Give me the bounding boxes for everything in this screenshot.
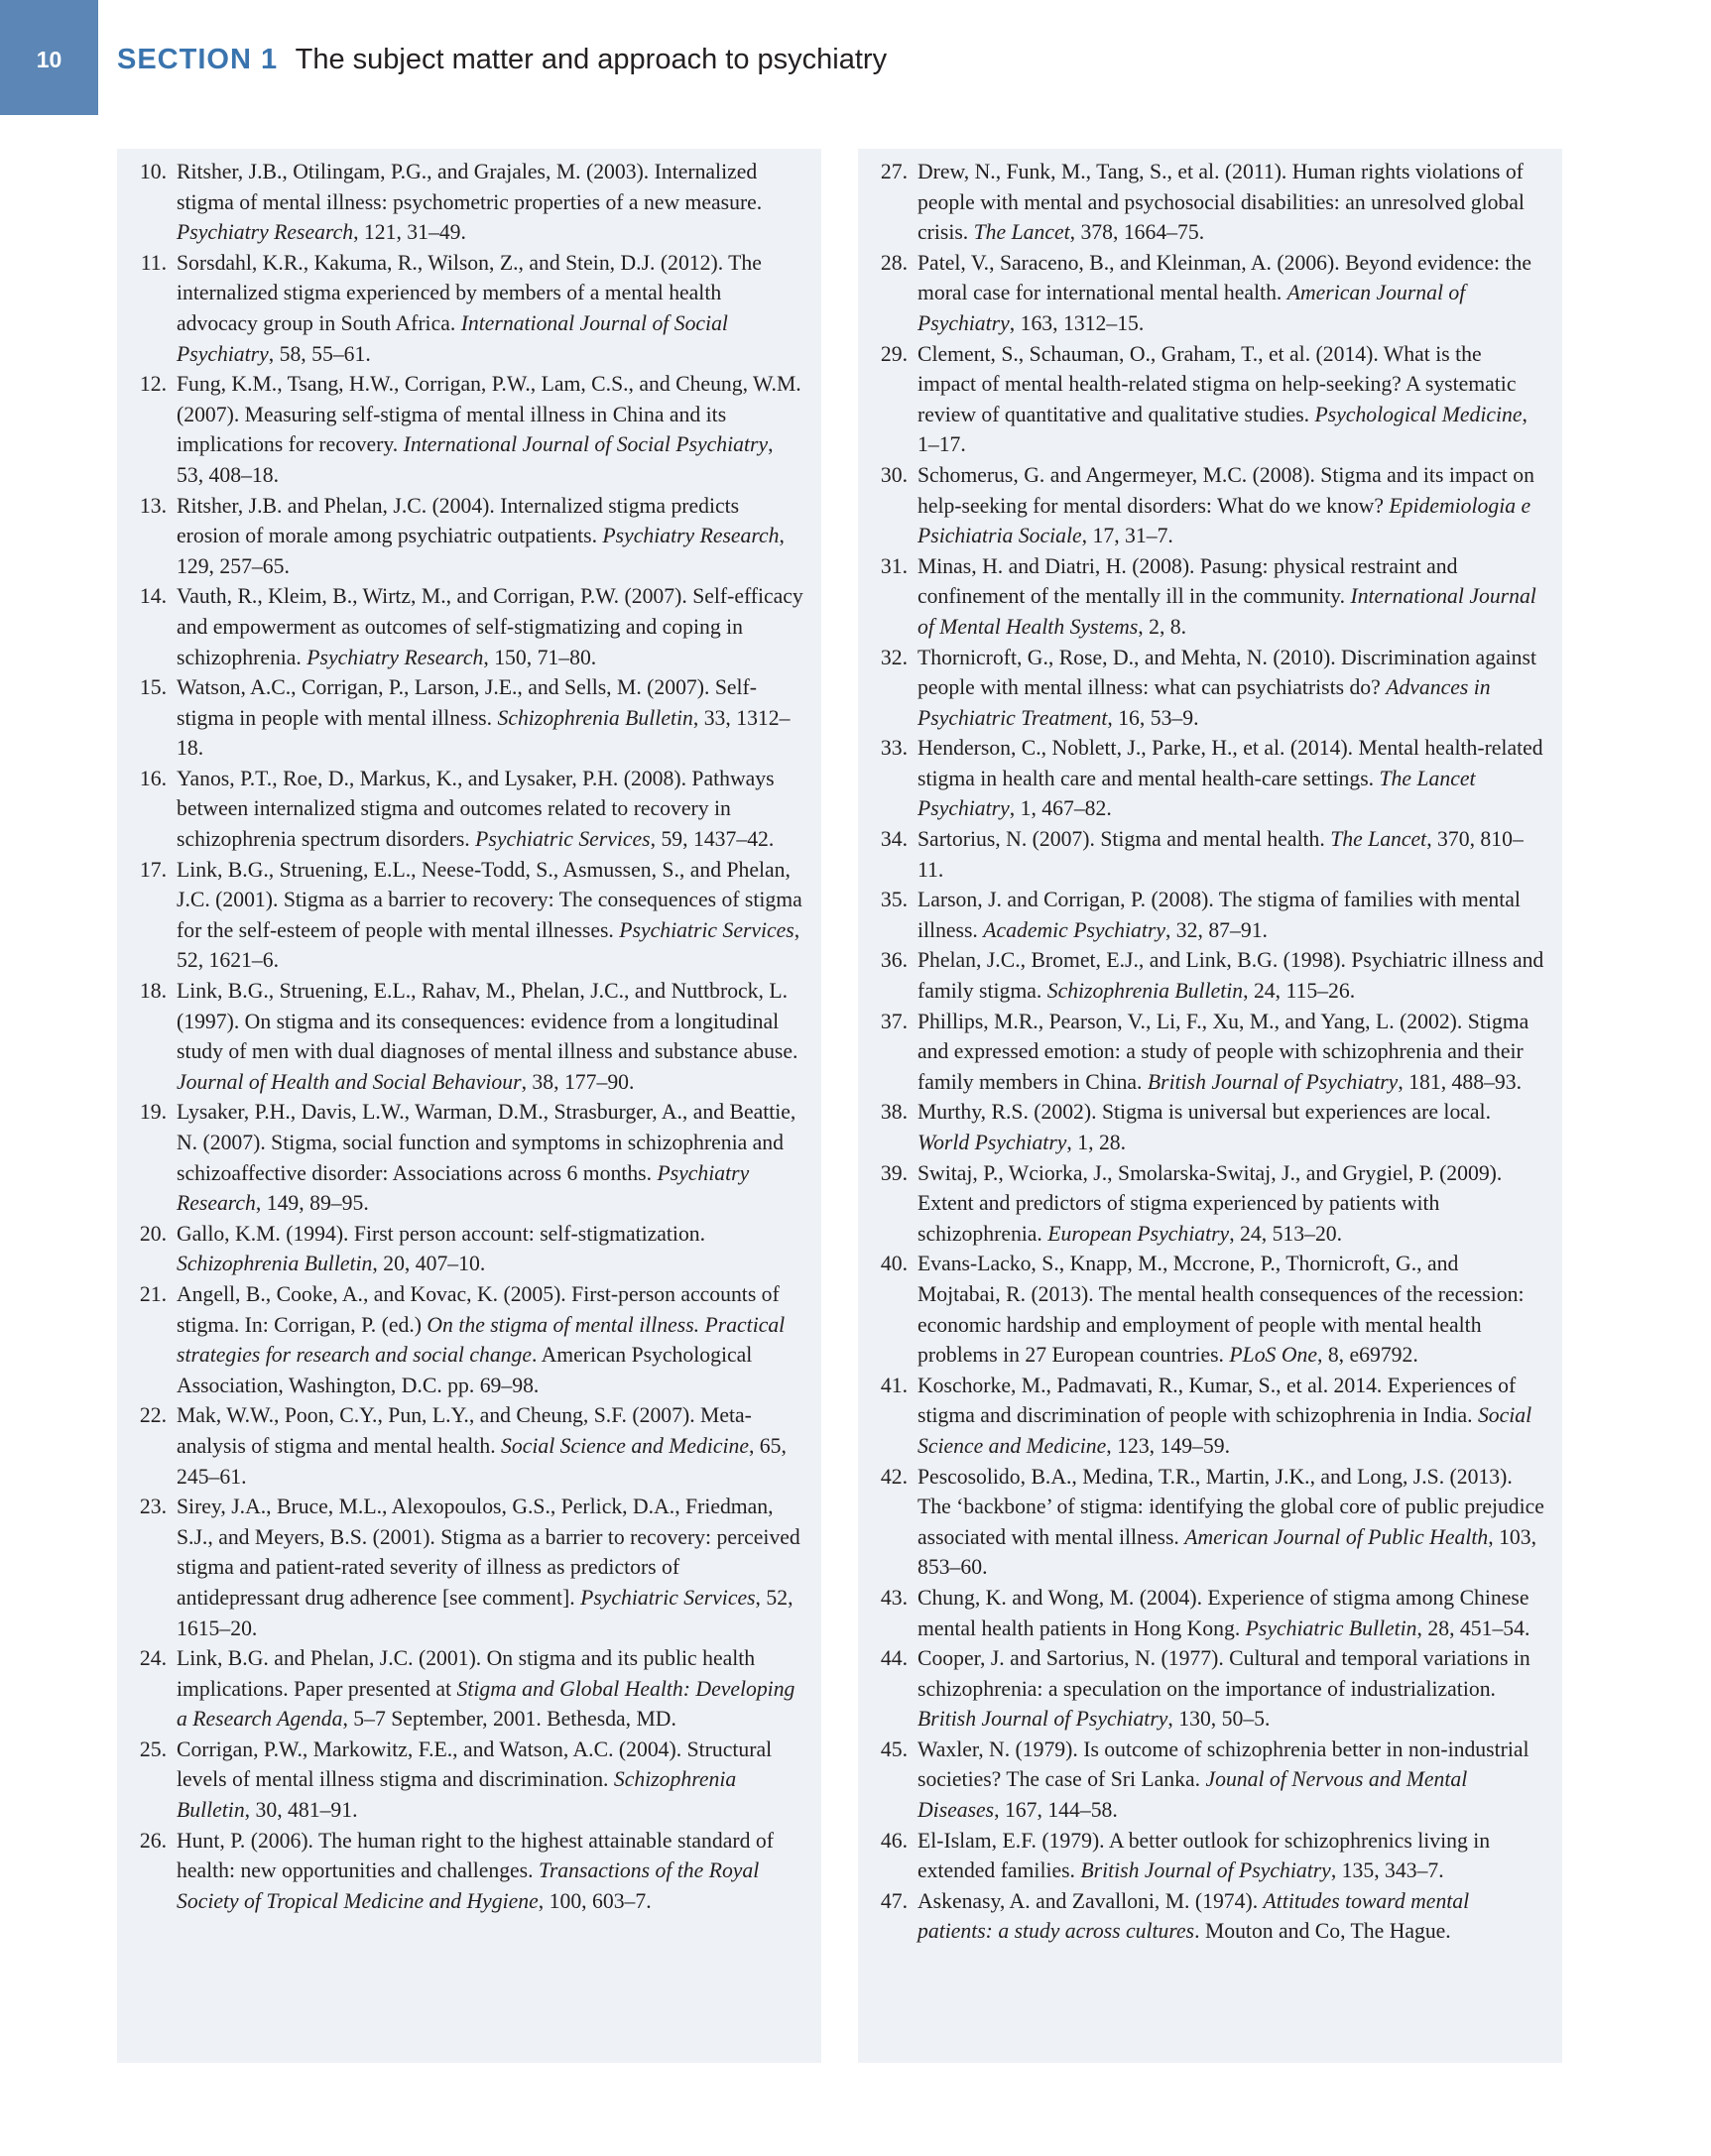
reference-volume-pages: , 52, 1621–6. [177, 917, 800, 973]
reference-citation: Minas, H. and Diatri, H. (2008). Pasung: physical restraint and confinement of the mentally ill in the community. [917, 553, 1458, 609]
reference-number: 44. [880, 1646, 908, 1671]
reference-number: 32. [880, 645, 908, 669]
reference-number: 23. [139, 1495, 167, 1519]
reference-number: 45. [880, 1737, 908, 1761]
reference-citation: Waxler, N. (1979). Is outcome of schizophrenia better in non-industrial societies? The case of Sri Lanka. [917, 1737, 1529, 1792]
reference-number: 27. [880, 160, 908, 183]
reference-item [858, 824, 1544, 885]
reference-citation: Sirey, J.A., Bruce, M.L., Alexopoulos, G.S., Perlick, D.A., Friedman, S.J., and Meyers, B.S. (2001). Stigma as a barrier to recovery: perceived stigma and patient-rated severity of illness as predictors of antidepressant drug adherence [see comment]. [177, 1495, 800, 1610]
reference-source-title: Schizophrenia Bulletin [1046, 979, 1244, 1004]
page-number-tab [0, 0, 98, 115]
reference-source-title: Advances in Psychiatric Treatment [917, 675, 1491, 730]
reference-volume-pages: , 8, e69792. [1316, 1343, 1418, 1368]
reference-number: 47. [880, 1888, 908, 1913]
reference-item [858, 1886, 1544, 1947]
reference-text [177, 979, 797, 1094]
reference-citation: Thornicroft, G., Rose, D., and Mehta, N. (2010). Discrimination against people with mental illness: what can psychiatrists do? [917, 645, 1536, 700]
reference-number: 25. [139, 1737, 167, 1761]
reference-text [177, 160, 762, 244]
reference-volume-pages: , 38, 177–90. [521, 1069, 635, 1094]
reference-citation: Sorsdahl, K.R., Kakuma, R., Wilson, Z., and Stein, D.J. (2012). The internalized stigma experienced by members of a mental health advocacy group in South Africa. [177, 250, 762, 335]
reference-number: 35. [880, 888, 908, 912]
reference-volume-pages: , 129, 257–65. [177, 524, 785, 578]
reference-item [858, 1097, 1544, 1157]
reference-text [177, 584, 803, 668]
reference-source-title: Psychiatric Services [475, 827, 651, 852]
reference-citation: Phillips, M.R., Pearson, V., Li, F., Xu, M., and Yang, L. (2002). Stigma and expressed emotion: a study of people with schizophrenia and their family members in China. [917, 1009, 1529, 1094]
reference-citation: Hunt, P. (2006). The human right to the highest attainable standard of health: new opportunities and challenges. [177, 1828, 774, 1883]
reference-citation: Yanos, P.T., Roe, D., Markus, K., and Lysaker, P.H. (2008). Pathways between internalized stigma and outcomes related to recovery in schizophrenia spectrum disorders. [177, 766, 775, 852]
reference-item [858, 945, 1544, 1006]
reference-source-title: The Lancet Psychiatry [917, 766, 1476, 821]
reference-item [858, 643, 1544, 734]
reference-source-title: Psychiatry Research [306, 645, 484, 669]
reference-volume-pages: , 130, 50–5. [1167, 1707, 1271, 1732]
reference-citation: Ritsher, J.B. and Phelan, J.C. (2004). Internalized stigma predicts erosion of morale among psychiatric outpatients. [177, 493, 740, 548]
reference-source-title: Psychiatric Services [580, 1585, 756, 1610]
reference-text [177, 858, 802, 973]
reference-number: 30. [880, 462, 908, 487]
reference-text [177, 1646, 794, 1731]
reference-source-title: On the stigma of mental illness. Practical strategies for research and social change [177, 1312, 786, 1368]
reference-item [858, 157, 1544, 248]
reference-citation: Drew, N., Funk, M., Tang, S., et al. (2011). Human rights violations of people with mental and psychosocial disabilities: an unresolved global crisis. [917, 160, 1525, 245]
reference-item [858, 733, 1544, 824]
reference-number: 10. [139, 160, 167, 183]
reference-text [917, 1889, 1469, 1944]
reference-citation: Koschorke, M., Padmavati, R., Kumar, S., et al. 2014. Experiences of stigma and discrimination of people with schizophrenia in India. [917, 1373, 1517, 1428]
reference-source-title: Jounal of Nervous and Mental Diseases [917, 1767, 1468, 1823]
reference-source-title: The Lancet [973, 220, 1070, 245]
reference-number: 38. [880, 1100, 908, 1125]
reference-citation: Link, B.G., Struening, E.L., Rahav, M., Phelan, J.C., and Nuttbrock, L. (1997). On stigma and its consequences: evidence from a longitudinal study of men with dual diagnoses of mental illness and substance abuse. [177, 979, 798, 1064]
reference-text [917, 1465, 1544, 1580]
reference-source-title: British Journal of Psychiatry [1147, 1069, 1399, 1094]
reference-volume-pages: , 1, 467–82. [1009, 796, 1112, 821]
reference-volume-pages: , 20, 407–10. [372, 1252, 486, 1276]
reference-number: 13. [139, 493, 167, 518]
reference-item [117, 1492, 803, 1643]
reference-item [858, 885, 1544, 945]
reference-source-title: Psychiatric Services [619, 917, 794, 942]
reference-item [858, 551, 1544, 643]
reference-number: 46. [880, 1828, 908, 1853]
reference-item [858, 248, 1544, 339]
reference-citation: Pescosolido, B.A., Medina, T.R., Martin, J.K., and Long, J.S. (2013). The ‘backbone’ of stigma: identifying the global core of public prejudice associated with mental illness. [917, 1464, 1544, 1549]
reference-citation: Lysaker, P.H., Davis, L.W., Warman, D.M., Strasburger, A., and Beattie, N. (2007). Stigma, social function and symptoms in schizophrenia and schizoaffective disorder: Associations across 6 months. [177, 1100, 796, 1185]
reference-volume-pages: , 123, 149–59. [1106, 1433, 1230, 1458]
reference-source-title: Schizophrenia Bulletin [497, 705, 693, 730]
reference-number: 41. [880, 1373, 908, 1397]
reference-column-left [117, 149, 821, 2063]
reference-volume-pages: , 150, 71–80. [483, 645, 597, 669]
reference-volume-pages: , 59, 1437–42. [650, 827, 775, 852]
reference-citation: Patel, V., Saraceno, B., and Kleinman, A. (2006). Beyond evidence: the moral case for international mental health. [917, 250, 1531, 305]
reference-text [917, 463, 1534, 547]
reference-item [858, 1643, 1544, 1735]
reference-citation: Schomerus, G. and Angermeyer, M.C. (2008). Stigma and its impact on help-seeking for mental disorders: What do we know? [917, 462, 1534, 518]
reference-citation: Fung, K.M., Tsang, H.W., Corrigan, P.W., Lam, C.S., and Cheung, W.M. (2007). Measuring self-stigma of mental illness in China and its implications for recovery. [177, 372, 801, 457]
reference-text [177, 675, 790, 760]
reference-source-title: American Journal of Psychiatry [917, 281, 1466, 335]
reference-volume-pages: , 32, 87–91. [1164, 917, 1268, 942]
reference-item [117, 1279, 803, 1400]
reference-volume-pages: , 378, 1664–75. [1069, 220, 1205, 245]
reference-source-title: Attitudes toward mental patients: a study across cultures [917, 1888, 1470, 1944]
reference-source-title: Schizophrenia Bulletin [177, 1252, 373, 1276]
reference-source-title: European Psychiatry [1047, 1221, 1230, 1246]
reference-text [917, 827, 1524, 882]
reference-citation: Angell, B., Cooke, A., and Kovac, K. (2005). First-person accounts of stigma. In: Corrigan, P. (ed.) [177, 1281, 780, 1337]
reference-citation: El-Islam, E.F. (1979). A better outlook for schizophrenics living in extended families. [917, 1828, 1491, 1883]
reference-volume-pages: , 2, 8. [1138, 614, 1187, 639]
reference-citation: Clement, S., Schauman, O., Graham, T., et al. (2014). What is the impact of mental health-related stigma on help-seeking? A systematic review of quantitative and qualitative studies. [917, 341, 1517, 426]
reference-item [117, 976, 803, 1097]
reference-number: 39. [880, 1160, 908, 1185]
reference-item [117, 248, 803, 369]
reference-volume-pages: , 121, 31–49. [353, 220, 466, 245]
reference-volume-pages: , 65, 245–61. [177, 1433, 787, 1489]
reference-item [858, 1583, 1544, 1643]
reference-number: 18. [139, 979, 167, 1004]
reference-citation: Chung, K. and Wong, M. (2004). Experience of stigma among Chinese mental health patients in Hong Kong. [917, 1585, 1529, 1640]
reference-source-title: Epidemiologia e Psichiatria Sociale [917, 493, 1531, 548]
reference-number: 17. [139, 857, 167, 882]
reference-number: 33. [880, 736, 908, 761]
reference-volume-pages: , 163, 1312–15. [1009, 310, 1145, 335]
reference-number: 16. [139, 766, 167, 790]
reference-text [177, 251, 762, 366]
reference-citation: Henderson, C., Noblett, J., Parke, H., et al. (2014). Mental health-related stigma in health care and mental health-care settings. [917, 736, 1543, 790]
reference-number: 40. [880, 1252, 908, 1276]
reference-text [177, 767, 775, 851]
reference-source-title: Psychiatry Research [602, 524, 780, 548]
reference-number: 36. [880, 948, 908, 973]
reference-item [117, 1400, 803, 1492]
reference-volume-pages: , 135, 343–7. [1330, 1858, 1444, 1883]
reference-number: 28. [880, 250, 908, 275]
section-title: The subject matter and approach to psychiatry [295, 44, 888, 75]
reference-text [917, 1100, 1491, 1154]
reference-volume-pages: , 100, 603–7. [538, 1888, 652, 1913]
reference-citation: Link, B.G. and Phelan, J.C. (2001). On stigma and its public health implications. Paper presented at [177, 1646, 756, 1701]
reference-source-title: Psychological Medicine [1314, 402, 1523, 426]
reference-item [858, 1158, 1544, 1250]
reference-text [177, 372, 801, 487]
reference-volume-pages: , 28, 451–54. [1416, 1616, 1530, 1640]
reference-source-title: International Journal of Mental Health Systems [917, 584, 1536, 639]
reference-citation: Evans-Lacko, S., Knapp, M., Mccrone, P., Thornicroft, G., and Mojtabai, R. (2013). The mental health consequences of the recession: economic hardship and employment of people with mental health problems in 27 European countries. [917, 1252, 1525, 1368]
reference-volume-pages: , 103, 853–60. [917, 1524, 1537, 1580]
reference-source-title: International Journal of Social Psychiatry [177, 310, 728, 366]
reference-source-title: British Journal of Psychiatry [917, 1707, 1168, 1732]
reference-source-title: American Journal of Public Health [1184, 1524, 1489, 1549]
reference-item [117, 157, 803, 248]
reference-source-title: Schizophrenia Bulletin [177, 1767, 737, 1823]
reference-citation: Ritsher, J.B., Otilingam, P.G., and Grajales, M. (2003). Internalized stigma of mental illness: psychometric properties of a new measure. [177, 160, 763, 214]
reference-citation: Cooper, J. and Sartorius, N. (1977). Cultural and temporal variations in schizophrenia: a speculation on the importance of industrialization. [917, 1646, 1530, 1701]
reference-volume-pages: , 17, 31–7. [1081, 524, 1173, 548]
running-head [117, 40, 887, 79]
reference-citation: Switaj, P., Wciorka, J., Smolarska-Switaj, J., and Grygiel, P. (2009). Extent and predictors of stigma experienced by patients with schizophrenia. [917, 1160, 1503, 1246]
reference-text [917, 736, 1543, 820]
reference-text [917, 160, 1525, 244]
reference-text [917, 1161, 1502, 1246]
reference-text [917, 888, 1521, 942]
reference-volume-pages: , 33, 1312–18. [177, 705, 791, 761]
reference-source-title: World Psychiatry [917, 1131, 1067, 1154]
reference-text [917, 948, 1543, 1003]
reference-number: 31. [880, 553, 908, 578]
reference-citation: Corrigan, P.W., Markowitz, F.E., and Watson, A.C. (2004). Structural levels of mental illness stigma and discrimination. [177, 1737, 773, 1792]
reference-source-title: Social Science and Medicine [917, 1403, 1532, 1458]
reference-text [177, 1282, 785, 1397]
reference-item [117, 491, 803, 582]
reference-citation: Watson, A.C., Corrigan, P., Larson, J.E., and Sells, M. (2007). Self-stigma in people with mental illness. [177, 675, 757, 730]
reference-item [117, 764, 803, 855]
reference-number: 34. [880, 827, 908, 852]
reference-number: 22. [139, 1403, 167, 1428]
reference-volume-pages: . Mouton and Co, The Hague. [1194, 1919, 1451, 1944]
reference-item [117, 1826, 803, 1917]
reference-citation: Link, B.G., Struening, E.L., Neese-Todd, S., Asmussen, S., and Phelan, J.C. (2001). Stigma as a barrier to recovery: The consequences of stigma for the self-esteem of people with mental illnesses. [177, 857, 802, 942]
reference-text [917, 1010, 1528, 1094]
reference-item [858, 1007, 1544, 1098]
reference-text [177, 494, 785, 578]
reference-text [917, 342, 1528, 457]
reference-text [917, 646, 1536, 730]
reference-number: 42. [880, 1464, 908, 1489]
reference-source-title: PLoS One [1229, 1343, 1317, 1368]
reference-item [117, 369, 803, 490]
reference-source-title: The Lancet [1330, 827, 1427, 852]
reference-source-title: International Journal of Social Psychiatry [403, 432, 769, 457]
reference-text [177, 1222, 705, 1276]
reference-item [858, 1249, 1544, 1370]
reference-volume-pages: , 1, 28. [1066, 1131, 1127, 1154]
reference-source-title: British Journal of Psychiatry [1080, 1858, 1331, 1883]
reference-source-title: Social Science and Medicine [501, 1433, 749, 1458]
reference-number: 14. [139, 584, 167, 609]
reference-number: 26. [139, 1828, 167, 1853]
reference-volume-pages: , 370, 810–11. [917, 827, 1524, 882]
reference-text [177, 1829, 774, 1913]
reference-volume-pages: , 16, 53–9. [1107, 705, 1199, 730]
reference-text [917, 1737, 1529, 1822]
reference-citation: Larson, J. and Corrigan, P. (2008). The stigma of families with mental illness. [917, 888, 1521, 942]
reference-source-title: Stigma and Global Health: Developing a Research Agenda [177, 1676, 795, 1732]
reference-source-title: Academic Psychiatry [983, 917, 1165, 942]
reference-text [917, 554, 1536, 639]
reference-text [917, 1252, 1525, 1367]
reference-number: 37. [880, 1009, 908, 1033]
reference-text [177, 1100, 795, 1215]
reference-text [177, 1403, 787, 1488]
reference-number: 24. [139, 1646, 167, 1671]
reference-text [917, 1586, 1529, 1640]
reference-list-right [858, 149, 1562, 1947]
reference-text [917, 1646, 1530, 1731]
reference-number: 21. [139, 1281, 167, 1306]
reference-citation: Phelan, J.C., Bromet, E.J., and Link, B.G. (1998). Psychiatric illness and family stigma. [917, 948, 1544, 1004]
reference-number: 11. [140, 250, 167, 275]
reference-item [117, 581, 803, 672]
reference-list-left [117, 149, 821, 1916]
reference-volume-pages: . American Psychological Association, Washington, D.C. pp. 69–98. [177, 1343, 753, 1397]
page-number: 10 [36, 47, 62, 72]
reference-volume-pages: , 181, 488–93. [1398, 1069, 1523, 1094]
reference-citation: Sartorius, N. (2007). Stigma and mental health. [917, 827, 1331, 852]
reference-text [917, 251, 1531, 335]
reference-volume-pages: , 24, 115–26. [1243, 979, 1356, 1004]
reference-volume-pages: , 5–7 September, 2001. Bethesda, MD. [342, 1707, 676, 1732]
reference-citation: Askenasy, A. and Zavalloni, M. (1974). [917, 1888, 1264, 1913]
reference-item [858, 1462, 1544, 1583]
reference-item [117, 1643, 803, 1735]
reference-text [177, 1737, 772, 1822]
reference-item [858, 460, 1544, 551]
reference-text [177, 1495, 800, 1639]
reference-item [117, 1219, 803, 1279]
reference-citation: Vauth, R., Kleim, B., Wirtz, M., and Corrigan, P.W. (2007). Self-efficacy and empowerment as outcomes of self-stigmatizing and coping in schizophrenia. [177, 584, 803, 669]
reference-volume-pages: , 52, 1615–20. [177, 1585, 794, 1640]
reference-item [117, 672, 803, 764]
reference-number: 12. [139, 372, 167, 397]
reference-item [117, 855, 803, 976]
reference-item [858, 1735, 1544, 1826]
reference-source-title: Psychiatry Research [177, 1160, 750, 1216]
reference-number: 15. [139, 675, 167, 700]
reference-volume-pages: , 167, 144–58. [994, 1798, 1118, 1823]
reference-text [917, 1829, 1490, 1883]
reference-volume-pages: , 1–17. [917, 402, 1528, 457]
reference-number: 19. [139, 1100, 167, 1125]
section-label: SECTION 1 [117, 44, 279, 75]
reference-source-title: Psychiatric Bulletin [1245, 1616, 1417, 1640]
reference-item [858, 1371, 1544, 1462]
reference-citation: Gallo, K.M. (1994). First person account: self-stigmatization. [177, 1221, 706, 1246]
reference-column-right [858, 149, 1562, 2063]
reference-citation: Mak, W.W., Poon, C.Y., Pun, L.Y., and Cheung, S.F. (2007). Meta-analysis of stigma and mental health. [177, 1403, 752, 1458]
reference-volume-pages: , 30, 481–91. [244, 1798, 358, 1823]
reference-volume-pages: , 149, 89–95. [255, 1191, 369, 1216]
reference-source-title: Transactions of the Royal Society of Tropical Medicine and Hygiene [177, 1858, 760, 1913]
reference-citation: Murthy, R.S. (2002). Stigma is universal but experiences are local. [917, 1100, 1492, 1125]
reference-volume-pages: , 53, 408–18. [177, 432, 774, 487]
reference-number: 20. [139, 1221, 167, 1246]
reference-number: 43. [880, 1585, 908, 1610]
reference-number: 29. [880, 341, 908, 366]
reference-text [917, 1374, 1531, 1458]
reference-item [117, 1735, 803, 1826]
reference-source-title: Journal of Health and Social Behaviour [177, 1069, 522, 1094]
reference-volume-pages: , 58, 55–61. [268, 341, 371, 366]
reference-source-title: Psychiatry Research [177, 220, 354, 245]
reference-item [858, 1826, 1544, 1886]
reference-item [117, 1097, 803, 1218]
reference-item [858, 339, 1544, 460]
reference-volume-pages: , 24, 513–20. [1229, 1221, 1343, 1246]
